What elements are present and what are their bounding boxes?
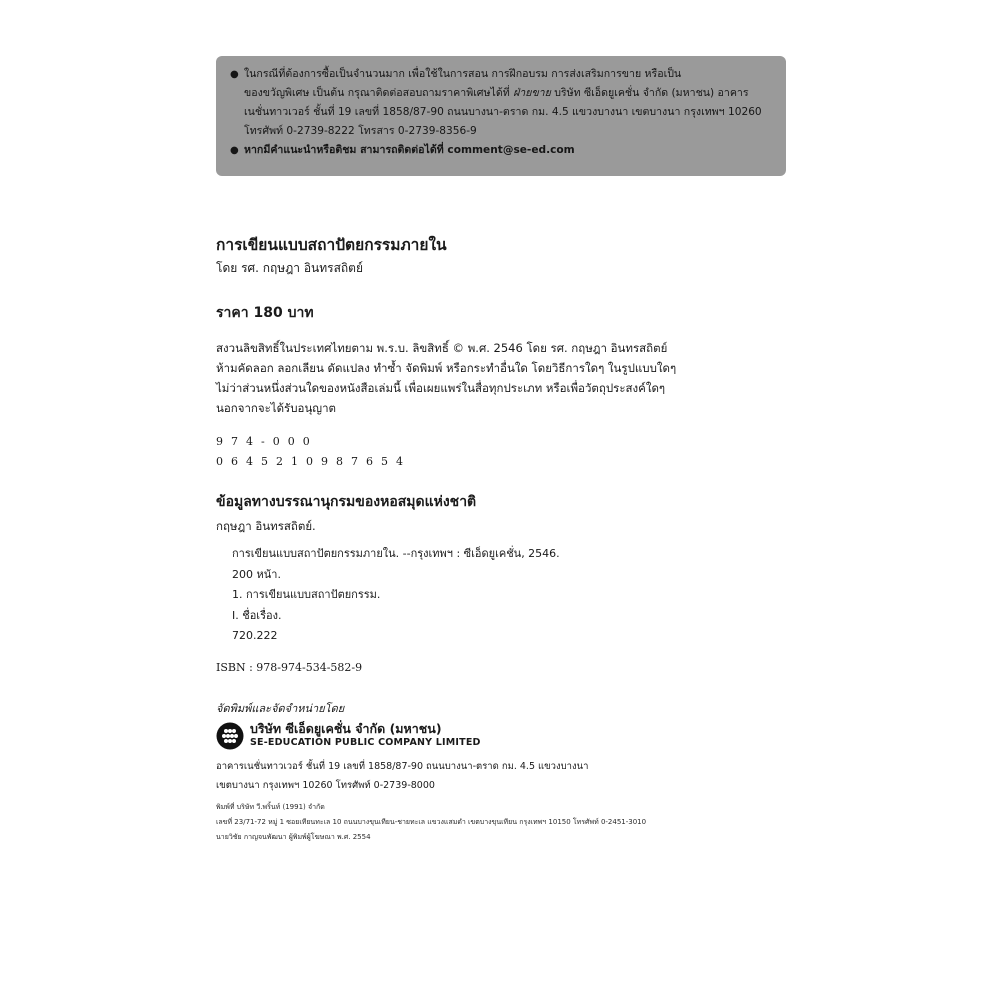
se-ed-logo-icon: [216, 722, 244, 750]
notice-comment: [230, 141, 774, 160]
publisher-address-line: เขตบางนา กรุงเทพฯ 10260 โทรศัพท์ 0-2739-8000: [216, 780, 435, 791]
publisher-address-line: อาคารเนชั่นทาวเวอร์ ชั้นที่ 19 เลขที่ 1858/87-90 ถนนบางนา-ตราด กม. 4.5 แขวงบางนา: [216, 761, 589, 772]
printer-info: [216, 800, 646, 845]
copyright-line: ห้ามคัดลอก ลอกเลียน ดัดแปลง ทำซ้ำ จัดพิมพ์ หรือกระทำอื่นใด โดยวิธีการใดๆ ในรูปแบบใดๆ: [216, 361, 677, 375]
code-line-2: 0645210987654: [216, 455, 411, 468]
printer-line: เลขที่ 23/71-72 หมู่ 1 ซอยเทียนทะเล 10 ถนนบางขุนเทียน-ชายทะเล แขวงแสมดำ เขตบางขุนเทียน กรุงเทพฯ 10150 โทรศัพท์ 0-2451-3010: [216, 818, 647, 826]
copyright-line: ไม่ว่าส่วนหนึ่งส่วนใดของหนังสือเล่มนี้ เพื่อเผยแพร่ในสื่อทุกประเภท หรือเพื่อวัตถุประสงค์ใดๆ: [216, 381, 666, 395]
publisher-name-th: บริษัท ซีเอ็ดยูเคชั่น จำกัด (มหาชน): [250, 721, 442, 736]
cip-author: กฤษฎา อินทรสถิตย์.: [216, 519, 316, 533]
bullet-icon: ●: [230, 145, 239, 156]
code-line-1: 974-000: [216, 435, 318, 448]
publisher-address: [216, 757, 588, 795]
bullet-icon: ●: [230, 69, 239, 80]
cip-line: 200 หน้า.: [232, 567, 281, 581]
copyright-notice: [216, 338, 676, 418]
cip-title: ข้อมูลทางบรรณานุกรมของหอสมุดแห่งชาติ: [216, 494, 477, 510]
printer-line: พิมพ์ที่ บริษัท วี.พริ้นท์ (1991) จำกัด: [216, 803, 325, 811]
notice-comment-text: หากมีคำแนะนำหรือติชม สามารถติดต่อได้ที่ comment@se-ed.com: [244, 144, 575, 156]
book-title: การเขียนแบบสถาปัตยกรรมภายใน: [216, 236, 447, 254]
notice-line-2: ของขวัญพิเศษ เป็นต้น กรุณาติดต่อสอบถามราคาพิเศษได้ที่ ฝ่ายขาย บริษัท ซีเอ็ดยูเคชั่น จำกัด (มหาชน) อาคาร: [244, 87, 749, 99]
notice-bulk-order: [230, 65, 774, 141]
book-price: ราคา 180 บาท: [216, 305, 314, 321]
isbn: ISBN : 978-974-534-582-9: [216, 661, 363, 674]
publisher-name-en: SE-EDUCATION PUBLIC COMPANY LIMITED: [250, 737, 481, 748]
notice-line-4: โทรศัพท์ 0-2739-8222 โทรสาร 0-2739-8356-9: [244, 125, 477, 137]
notice-line-3: เนชั่นทาวเวอร์ ชั้นที่ 19 เลขที่ 1858/87-90 ถนนบางนา-ตราด กม. 4.5 แขวงบางนา เขตบางนา กรุงเทพฯ 10260: [244, 106, 762, 118]
book-author: โดย รศ. กฤษฎา อินทรสถิตย์: [216, 261, 364, 275]
notice-line-1: ในกรณีที่ต้องการซื้อเป็นจำนวนมาก เพื่อใช้ในการสอน การฝึกอบรม การส่งเสริมการขาย หรือเป็น: [244, 68, 682, 80]
cip-line: I. ชื่อเรื่อง.: [232, 608, 282, 622]
cip-line: 1. การเขียนแบบสถาปัตยกรรม.: [232, 588, 381, 601]
copyright-line: สงวนลิขสิทธิ์ในประเทศไทยตาม พ.ร.บ. ลิขสิทธิ์ © พ.ศ. 2546 โดย รศ. กฤษฎา อินทรสถิตย์: [216, 341, 668, 355]
cip-line: 720.222: [232, 629, 278, 642]
cip-details: [232, 544, 560, 647]
cip-line: การเขียนแบบสถาปัตยกรรมภายใน. --กรุงเทพฯ : ซีเอ็ดยูเคชั่น, 2546.: [232, 547, 560, 560]
copyright-line: นอกจากจะได้รับอนุญาต: [216, 401, 337, 415]
printer-line: นายวิชัย กาญจนพัฒนา ผู้พิมพ์ผู้โฆษณา พ.ศ. 2554: [216, 833, 371, 841]
publisher-label: จัดพิมพ์และจัดจำหน่ายโดย: [216, 702, 345, 715]
notice-box: [216, 56, 786, 176]
